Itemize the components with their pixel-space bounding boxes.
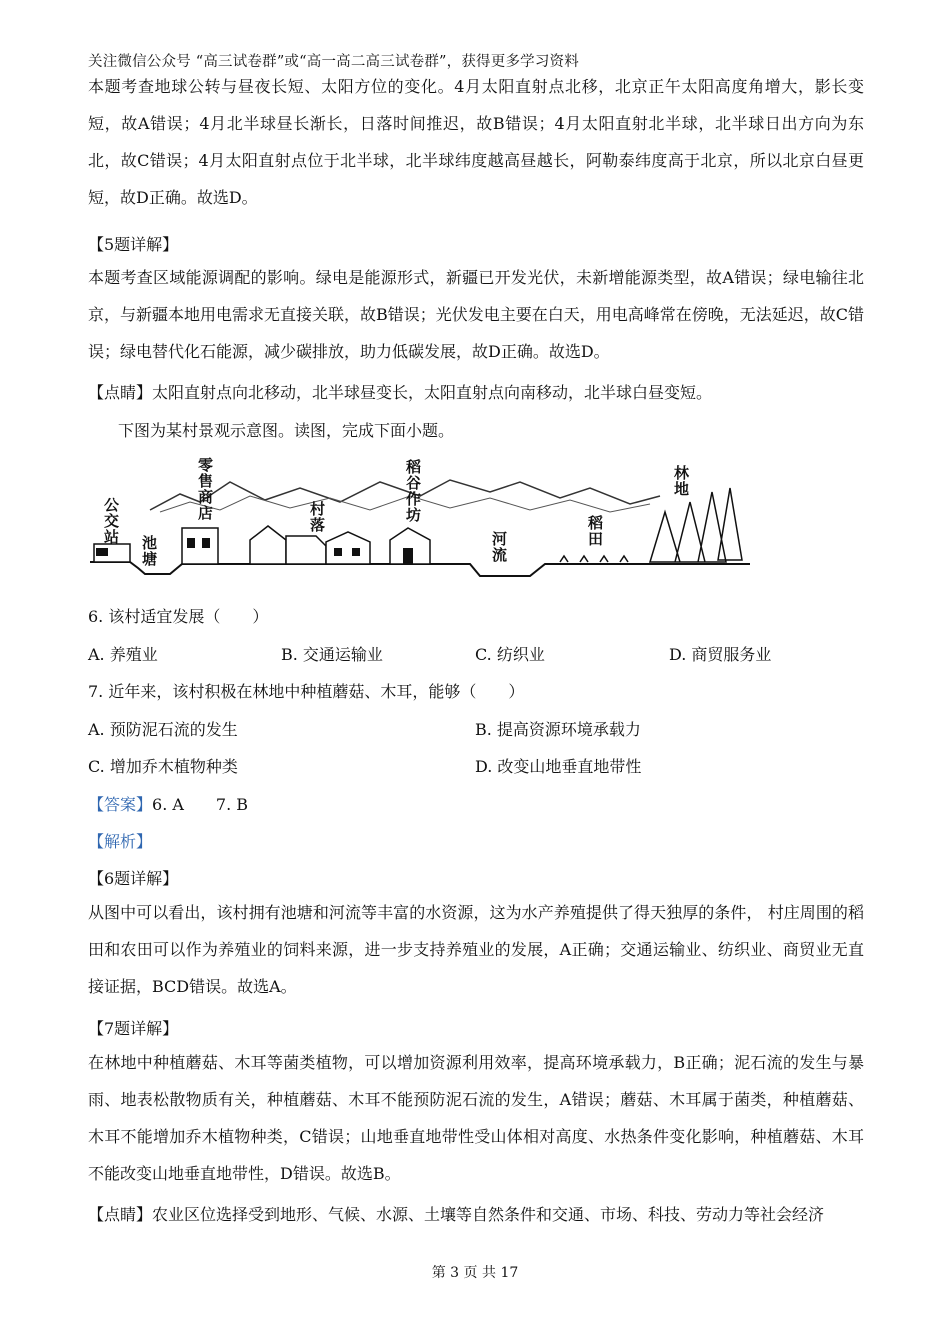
label-char: 店 <box>198 504 214 522</box>
house-window <box>352 548 360 556</box>
q7-heading: 【7题详解】 <box>88 1019 179 1038</box>
q7-option-b: B. 提高资源环境承载力 <box>475 720 641 739</box>
label-char: 林 <box>674 464 690 482</box>
label-char: 落 <box>310 516 326 534</box>
label-char: 稻 <box>406 458 422 476</box>
q6-option-b: B. 交通运输业 <box>281 645 383 664</box>
label-village <box>310 500 325 534</box>
label-char: 稻 <box>588 514 604 532</box>
tip-heading-1: 【点睛】太阳直射点向北移动，北半球昼变长，太阳直射点向南移动，北半球白昼变短。 <box>88 383 713 402</box>
page-header: 关注微信公众号 “高三试卷群”或“高一高二高三试卷群”，获得更多学习资料 <box>88 54 579 70</box>
q7-option-a: A. 预防泥石流的发生 <box>88 720 238 739</box>
mountain-ridge-lower <box>160 496 650 512</box>
label-char: 坊 <box>406 506 422 524</box>
q6-option-c: C. 纺织业 <box>475 645 545 664</box>
label-char: 公 <box>104 496 120 514</box>
q7-analysis-paragraph: 在林地中种植蘑菇、木耳等菌类植物，可以增加资源利用效率，提高环境承载力，B正确；泥石流的发生与暴雨、地表松散物质有关，种植蘑菇、木耳不能预防泥石流的发生，A错误；蘑菇、木耳属于菌类，种植蘑菇、木耳不能增加乔木植物种类，C错误；山地垂直地带性受山体相对高度、水热条件变化影响，种植蘑菇、木耳不能改变山地垂直地带性，D错误。故选B。 <box>88 1053 864 1183</box>
label-char: 田 <box>588 530 604 548</box>
page-footer: 第 3 页 共 17 <box>431 1265 519 1281</box>
label-paddy <box>587 514 603 548</box>
label-char: 售 <box>198 472 214 490</box>
label-char: 零 <box>198 456 214 474</box>
q6-stem: 6. 该村适宜发展（ ） <box>88 607 269 626</box>
mountain-ridge <box>150 480 660 510</box>
workshop-door <box>403 548 413 564</box>
figure-intro: 下图为某村景观示意图。读图，完成下面小题。 <box>118 421 455 440</box>
village-landscape-figure <box>90 452 750 582</box>
analysis-tag: 【解析】 <box>88 832 153 851</box>
shop-window <box>187 538 195 548</box>
q7-option-c: C. 增加乔木植物种类 <box>88 757 238 776</box>
q7-option-d: D. 改变山地垂直地带性 <box>475 757 642 776</box>
label-bus-stop <box>104 496 120 546</box>
label-char: 谷 <box>406 474 422 492</box>
label-rice-workshop <box>405 458 421 524</box>
shop-window <box>202 538 210 548</box>
village-house <box>326 532 370 564</box>
label-shop <box>198 456 213 522</box>
forest-trees <box>650 488 742 562</box>
label-char: 池 <box>142 534 158 552</box>
answer-tag: 【答案】 <box>88 795 153 814</box>
bus-stop-sign <box>96 548 108 556</box>
q6-heading: 【6题详解】 <box>88 869 179 888</box>
label-char: 交 <box>104 512 120 530</box>
village-house <box>250 526 286 564</box>
q4-analysis-paragraph: 本题考查地球公转与昼夜长短、太阳方位的变化。4月太阳直射点北移，北京正午太阳高度角增大，影长变短，故A错误；4月北半球昼长渐长，日落时间推迟，故B错误；4月太阳直射北半球，北半球日出方向为东北，故C错误；4月太阳直射点位于北半球，北半球纬度越高昼越长，阿勒泰纬度高于北京，所以北京白昼更短，故D正确。故选D。 <box>88 77 864 207</box>
house-window <box>334 548 342 556</box>
q6-option-a: A. 养殖业 <box>88 645 158 664</box>
label-pond <box>142 534 157 568</box>
label-char: 地 <box>674 480 690 498</box>
label-char: 站 <box>104 528 120 546</box>
label-forest <box>674 464 690 498</box>
label-char: 河 <box>492 530 508 548</box>
answer-line <box>88 792 248 815</box>
tip-heading-2: 【点睛】农业区位选择受到地形、气候、水源、土壤等自然条件和交通、市场、科技、劳动力等社会经济 <box>88 1205 825 1224</box>
label-river <box>492 530 507 564</box>
village-house <box>286 536 326 564</box>
q5-heading: 【5题详解】 <box>88 235 179 254</box>
label-char: 流 <box>492 546 508 564</box>
label-char: 村 <box>310 500 326 518</box>
label-char: 商 <box>198 488 214 506</box>
label-char: 塘 <box>142 550 158 568</box>
q6-option-d: D. 商贸服务业 <box>669 645 772 664</box>
q6-analysis-paragraph: 从图中可以看出，该村拥有池塘和河流等丰富的水资源，这为水产养殖提供了得天独厚的条件， 村庄周围的稻田和农田可以作为养殖业的饲料来源，进一步支持养殖业的发展，A正确；交通运输业、纺织业、商贸业无直接证据，BCD错误。故选A。 <box>88 903 864 996</box>
q7-stem: 7. 近年来，该村积极在林地中种植蘑菇、木耳，能够（ ） <box>88 682 525 701</box>
rice-paddy-plants <box>560 556 628 562</box>
answer-text: 6. A 7. B <box>152 795 249 814</box>
label-char: 作 <box>406 490 422 508</box>
q5-analysis-paragraph: 本题考查区域能源调配的影响。绿电是能源形式，新疆已开发光伏，未新增能源类型，故A错误；绿电输往北京，与新疆本地用电需求无直接关联，故B错误；光伏发电主要在白天，用电高峰常在傍晚，无法延迟，故C错误；绿电替代化石能源，减少碳排放，助力低碳发展，故D正确。故选D。 <box>88 268 865 361</box>
